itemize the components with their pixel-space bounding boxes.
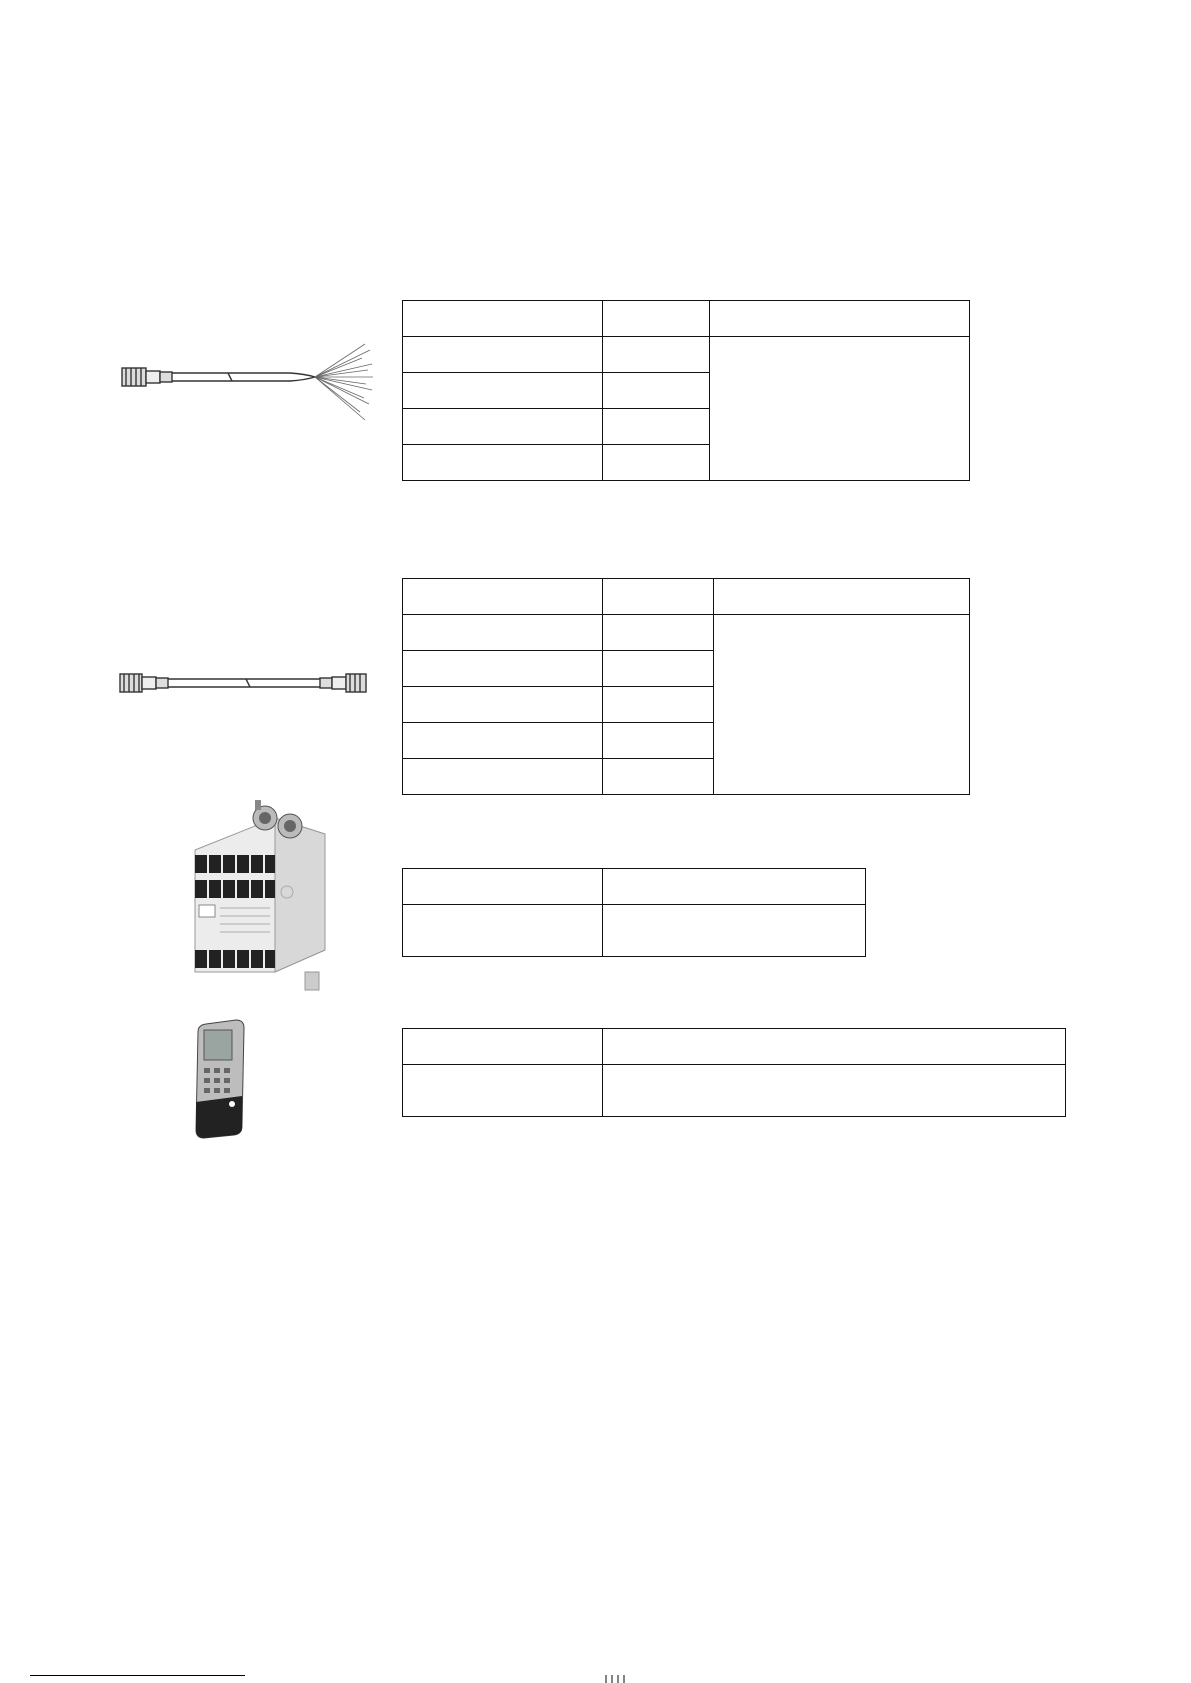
table-cell [403, 869, 603, 905]
handheld-programmer-photo [192, 1018, 254, 1140]
table-cell [603, 687, 714, 723]
table-cell [403, 905, 603, 957]
table-cell [403, 1065, 603, 1117]
table-cell [403, 337, 603, 373]
table-cell [403, 409, 603, 445]
table-cell [603, 869, 866, 905]
table-header-row [403, 301, 970, 337]
open-end-cable-photo [110, 338, 385, 433]
table-cell [403, 759, 603, 795]
table-cell [403, 373, 603, 409]
table-cell [603, 1029, 1066, 1065]
table-cell [403, 651, 603, 687]
table-cell [603, 615, 714, 651]
product-table-4 [402, 1028, 1066, 1117]
product-table-1 [402, 300, 970, 481]
connector-cable-photo [112, 668, 374, 698]
product-table-2 [402, 578, 970, 795]
table-cell [603, 1065, 1066, 1117]
table-header-row [403, 1029, 1066, 1065]
table-cell [403, 723, 603, 759]
table-row [403, 337, 970, 373]
table-cell [603, 723, 714, 759]
table-cell [403, 579, 603, 615]
product-table-3 [402, 868, 866, 957]
table-cell [603, 301, 710, 337]
table-cell [710, 301, 970, 337]
table-cell [403, 1029, 603, 1065]
table-cell [403, 445, 603, 481]
table-cell [603, 445, 710, 481]
table-row [403, 905, 866, 957]
table-cell [603, 337, 710, 373]
table-row [403, 1065, 1066, 1117]
table-cell [403, 615, 603, 651]
table-header-row [403, 869, 866, 905]
table-cell [603, 651, 714, 687]
table-header-row [403, 579, 970, 615]
table-cell [403, 301, 603, 337]
controller-module-photo [175, 800, 335, 1000]
table-row [403, 615, 970, 651]
table-cell [603, 759, 714, 795]
table-cell [403, 687, 603, 723]
table-cell [714, 579, 970, 615]
table-cell [603, 579, 714, 615]
page-number [600, 1672, 640, 1683]
table-cell [603, 905, 866, 957]
merged-cell [710, 337, 970, 481]
merged-cell [714, 615, 970, 795]
footnote-rule [30, 1675, 245, 1676]
table-cell [603, 409, 710, 445]
table-cell [603, 373, 710, 409]
